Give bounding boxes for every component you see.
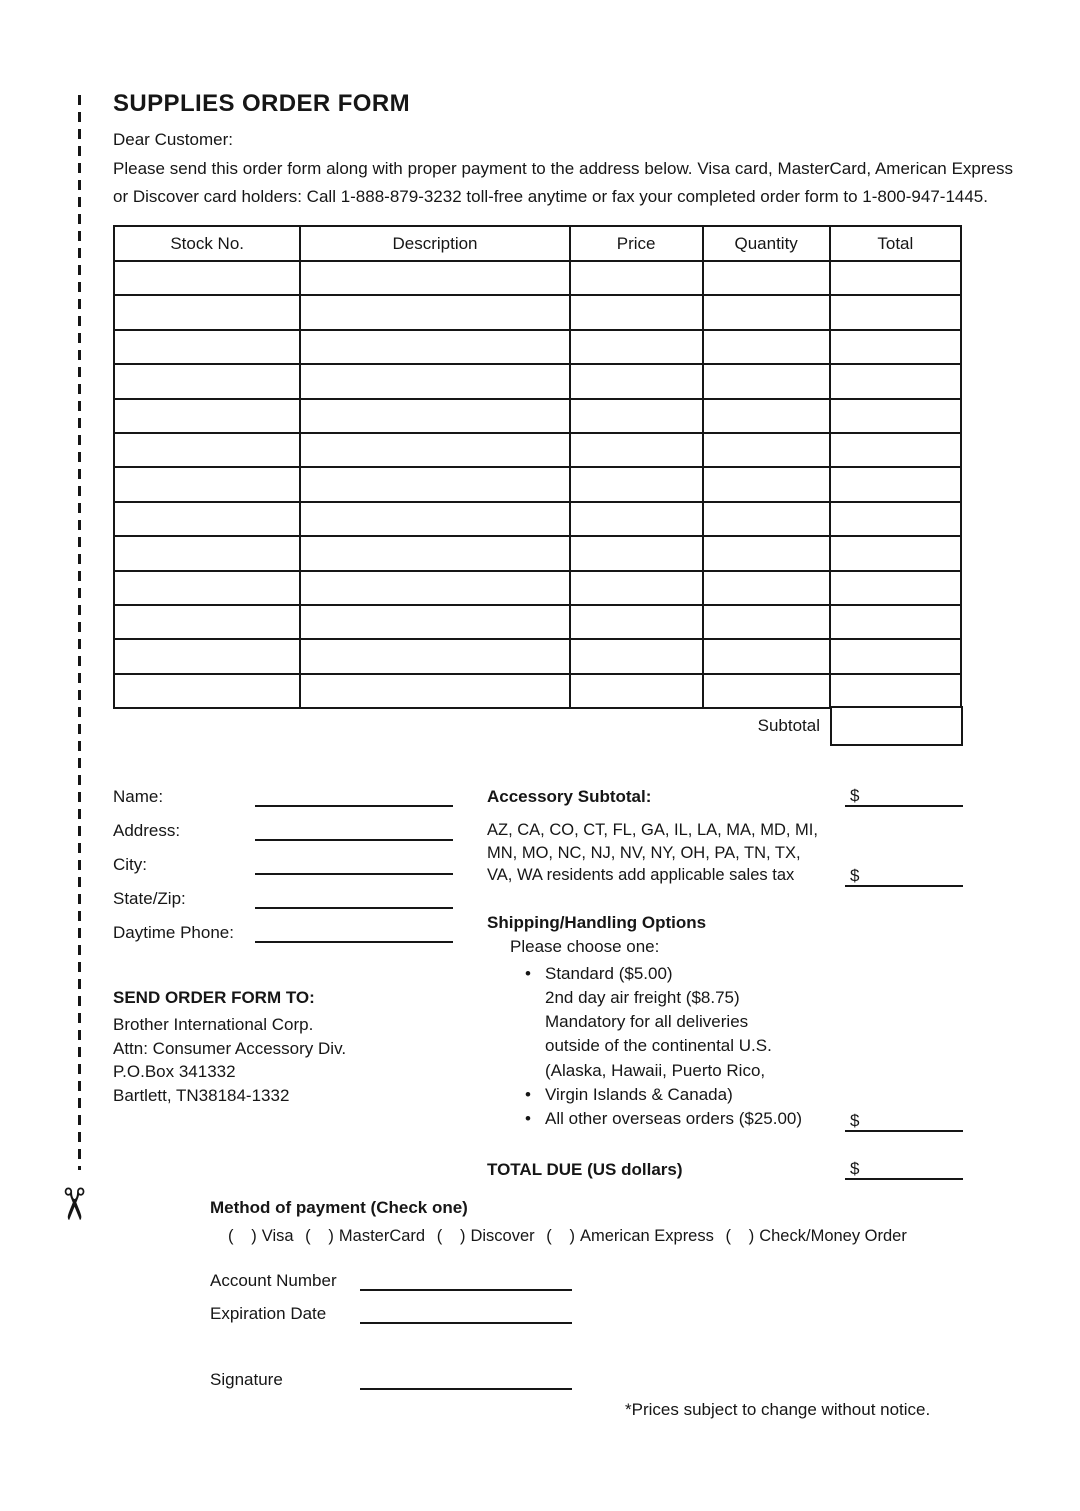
- subtotal-value-box[interactable]: [830, 706, 963, 746]
- order-table-cell[interactable]: [830, 364, 961, 398]
- send-to-heading: SEND ORDER FORM TO:: [113, 988, 315, 1007]
- order-table-row: [114, 364, 961, 398]
- order-table-row: [114, 330, 961, 364]
- accessory-subtotal-label: Accessory Subtotal:: [487, 787, 652, 806]
- expiration-date-label: Expiration Date: [210, 1304, 327, 1323]
- shipping-option-standard[interactable]: [525, 962, 963, 986]
- order-table-row: [114, 295, 961, 329]
- order-table-row: [114, 433, 961, 467]
- payment-method-mastercard: [305, 1227, 425, 1245]
- order-table-cell[interactable]: [703, 364, 830, 398]
- order-table-cell[interactable]: [570, 639, 703, 673]
- shipping-option-overseas-label: All other overseas orders ($25.00): [545, 1109, 803, 1129]
- dollar-sign: $: [850, 1110, 860, 1130]
- intro-paragraph: Please send this order form along with proper payment to the address below. Visa card, MasterCard, American Express or Discover card holders: Call 1-888-879-3232 toll-free anytime or fax your completed order form to 1-800-947-1445.: [113, 159, 1013, 206]
- order-table-cell[interactable]: [300, 467, 569, 501]
- order-table-cell[interactable]: [300, 536, 569, 570]
- signature-label: Signature: [210, 1370, 283, 1389]
- order-table-cell[interactable]: [830, 399, 961, 433]
- order-table-cell[interactable]: [703, 536, 830, 570]
- order-table-cell[interactable]: [114, 571, 300, 605]
- order-table-cell[interactable]: [300, 364, 569, 398]
- column-header-description: Description: [300, 226, 569, 261]
- column-header-stock-no: Stock No.: [114, 226, 300, 261]
- order-table-cell[interactable]: [570, 330, 703, 364]
- order-table-cell[interactable]: [703, 605, 830, 639]
- send-order-form-to-block: [113, 988, 463, 1107]
- order-table-cell[interactable]: [570, 261, 703, 295]
- form-header: [113, 90, 1013, 210]
- expiration-date-row: [210, 1303, 965, 1324]
- order-table-cell[interactable]: [114, 605, 300, 639]
- field-row-state-zip: [113, 888, 463, 909]
- daytime-phone-label: Daytime Phone:: [113, 923, 234, 942]
- order-table-cell[interactable]: [570, 364, 703, 398]
- order-table-cell[interactable]: [300, 433, 569, 467]
- total-due-row: [487, 1159, 963, 1180]
- field-row-address: [113, 820, 463, 841]
- prices-disclaimer: *Prices subject to change without notice.: [625, 1400, 931, 1419]
- order-table-cell[interactable]: [300, 261, 569, 295]
- order-table-cell[interactable]: [830, 330, 961, 364]
- city-input-line[interactable]: [255, 852, 453, 875]
- total-due-amount-line[interactable]: [845, 1159, 963, 1180]
- totals-column: [487, 786, 963, 1180]
- order-table-cell[interactable]: [703, 639, 830, 673]
- shipping-option-standard-label: Standard ($5.00): [545, 963, 673, 983]
- order-table-cell[interactable]: [570, 571, 703, 605]
- order-table-cell[interactable]: [830, 433, 961, 467]
- name-label: Name:: [113, 787, 164, 806]
- option-line: 2nd day air freight ($8.75): [545, 987, 740, 1007]
- column-header-quantity: Quantity: [703, 226, 830, 261]
- name-input-line[interactable]: [255, 784, 453, 807]
- address-label: Address:: [113, 821, 181, 840]
- account-number-row: [210, 1270, 965, 1291]
- bullet-icon: •: [525, 963, 531, 983]
- order-table-cell[interactable]: [570, 295, 703, 329]
- sales-tax-note-line-2: MN, MO, NC, NJ, NV, NY, OH, PA, TN, TX,: [487, 843, 801, 862]
- order-table-cell[interactable]: [114, 399, 300, 433]
- payment-heading: Method of payment (Check one): [210, 1198, 468, 1217]
- accessory-subtotal-row: [487, 786, 963, 807]
- payment-methods-line: [210, 1227, 965, 1246]
- send-to-city-state: Bartlett, TN38184-1332: [113, 1085, 290, 1105]
- customer-info-block: [113, 786, 463, 956]
- order-table-cell[interactable]: [570, 467, 703, 501]
- order-table-cell[interactable]: [114, 295, 300, 329]
- order-table-cell[interactable]: [703, 399, 830, 433]
- order-table-cell[interactable]: [570, 536, 703, 570]
- sales-tax-amount-line[interactable]: [845, 866, 963, 887]
- expiration-date-input-line[interactable]: [360, 1301, 572, 1324]
- order-table-cell[interactable]: [703, 330, 830, 364]
- order-table-row: [114, 674, 961, 708]
- account-number-label: Account Number: [210, 1271, 337, 1290]
- signature-row: [210, 1369, 965, 1390]
- order-table-cell[interactable]: [114, 330, 300, 364]
- order-table-cell[interactable]: [703, 433, 830, 467]
- check-money-order-label: Check/Money Order: [759, 1227, 907, 1245]
- order-table: [113, 225, 962, 709]
- visa-label: Visa: [261, 1227, 294, 1245]
- order-table-row: [114, 502, 961, 536]
- check-money-order-checkbox[interactable]: ( ): [725, 1227, 756, 1245]
- shipping-handling-heading: Shipping/Handling Options: [487, 912, 707, 932]
- order-table-cell[interactable]: [300, 295, 569, 329]
- payment-method-check-money-order: [725, 1227, 906, 1245]
- account-number-input-line[interactable]: [360, 1268, 572, 1291]
- scissors-icon: ✂: [48, 1185, 98, 1223]
- order-table-cell[interactable]: [830, 261, 961, 295]
- order-table-cell[interactable]: [703, 467, 830, 501]
- subtotal-label: Subtotal: [757, 716, 820, 735]
- order-table-cell[interactable]: [114, 674, 300, 708]
- send-to-pobox: P.O.Box 341332: [113, 1062, 236, 1081]
- bullet-icon: •: [525, 1109, 531, 1129]
- order-table-cell[interactable]: [830, 639, 961, 673]
- order-table-cell[interactable]: [300, 674, 569, 708]
- shipping-option-2nd-day-air[interactable]: [525, 986, 963, 1107]
- order-table-cell[interactable]: [570, 399, 703, 433]
- order-table-cell[interactable]: [703, 502, 830, 536]
- city-label: City:: [113, 855, 147, 874]
- order-table-cell[interactable]: [830, 605, 961, 639]
- order-table-cell[interactable]: [300, 330, 569, 364]
- shipping-option-2nd-day-text: [545, 986, 963, 1107]
- greeting-line: Dear Customer:: [113, 130, 233, 149]
- order-table-cell[interactable]: [300, 639, 569, 673]
- sales-tax-row: [487, 819, 963, 887]
- order-table-cell[interactable]: [703, 571, 830, 605]
- order-table-cell[interactable]: [570, 433, 703, 467]
- order-table-cell[interactable]: [114, 261, 300, 295]
- total-due-label: TOTAL DUE (US dollars): [487, 1159, 683, 1179]
- page-title: SUPPLIES ORDER FORM: [113, 90, 410, 117]
- order-table-cell[interactable]: [570, 502, 703, 536]
- cut-dashed-line: [78, 95, 81, 1170]
- order-table-cell[interactable]: [300, 502, 569, 536]
- field-row-daytime-phone: [113, 922, 463, 943]
- order-table-cell[interactable]: [300, 571, 569, 605]
- signature-input-line[interactable]: [360, 1367, 572, 1390]
- state-zip-input-line[interactable]: [255, 886, 453, 909]
- order-table-cell[interactable]: [300, 605, 569, 639]
- column-header-price: Price: [570, 226, 703, 261]
- order-table-cell[interactable]: [830, 295, 961, 329]
- discover-checkbox[interactable]: ( ): [436, 1227, 467, 1245]
- order-table-cell[interactable]: [830, 467, 961, 501]
- american-express-label: American Express: [579, 1227, 714, 1245]
- order-table-cell[interactable]: [114, 502, 300, 536]
- order-table-cell[interactable]: [114, 433, 300, 467]
- sales-tax-note-line-1: AZ, CA, CO, CT, FL, GA, IL, LA, MA, MD, MI,: [487, 821, 818, 839]
- order-table-row: [114, 467, 961, 501]
- order-table-row: [114, 399, 961, 433]
- please-choose-one-label: Please choose one:: [510, 936, 660, 956]
- daytime-phone-input-line[interactable]: [255, 920, 453, 943]
- shipping-option-overseas[interactable]: [525, 1107, 963, 1131]
- column-header-total: Total: [830, 226, 961, 261]
- state-zip-label: State/Zip:: [113, 889, 186, 908]
- option-line: outside of the continental U.S.: [545, 1036, 772, 1056]
- order-table-cell[interactable]: [830, 536, 961, 570]
- field-row-name: [113, 786, 463, 807]
- dollar-sign: $: [850, 786, 860, 805]
- order-table-row: [114, 536, 961, 570]
- accessory-subtotal-amount-line[interactable]: [845, 786, 963, 807]
- order-table-cell[interactable]: [830, 674, 961, 708]
- american-express-checkbox[interactable]: ( ): [546, 1227, 576, 1245]
- dollar-sign: $: [850, 865, 860, 885]
- order-table-cell[interactable]: [830, 502, 961, 536]
- order-table-cell[interactable]: [703, 674, 830, 708]
- order-table-row: [114, 639, 961, 673]
- payment-method-discover: [437, 1227, 535, 1245]
- order-table-cell[interactable]: [114, 467, 300, 501]
- shipping-options-list: [487, 962, 963, 1132]
- order-table-cell[interactable]: [703, 261, 830, 295]
- dollar-sign: $: [850, 1158, 860, 1178]
- order-table-cell[interactable]: [114, 364, 300, 398]
- payment-method-visa: [228, 1227, 294, 1245]
- order-table-row: [114, 261, 961, 295]
- mastercard-checkbox[interactable]: ( ): [305, 1227, 335, 1245]
- order-table-cell[interactable]: [570, 674, 703, 708]
- bullet-icon: •: [525, 1084, 531, 1104]
- order-table-cell[interactable]: [703, 295, 830, 329]
- order-table-cell[interactable]: [570, 605, 703, 639]
- payment-method-american-express: [546, 1227, 714, 1245]
- order-table-row: [114, 605, 961, 639]
- order-table-cell[interactable]: [114, 536, 300, 570]
- overseas-amount-line[interactable]: [845, 1111, 963, 1132]
- sales-tax-note-line-3: VA, WA residents add applicable sales tax: [487, 866, 795, 884]
- order-table-cell[interactable]: [300, 399, 569, 433]
- visa-checkbox[interactable]: ( ): [228, 1227, 258, 1245]
- option-line: (Alaska, Hawaii, Puerto Rico,: [545, 1060, 766, 1080]
- order-table-row: [114, 571, 961, 605]
- payment-method-block: [210, 1198, 965, 1390]
- address-input-line[interactable]: [255, 818, 453, 841]
- order-table-header-row: [114, 226, 961, 261]
- discover-label: Discover: [470, 1227, 535, 1245]
- send-to-attn: Attn: Consumer Accessory Div.: [113, 1038, 347, 1058]
- option-line: Mandatory for all deliveries: [545, 1012, 749, 1032]
- mastercard-label: MasterCard: [338, 1227, 426, 1245]
- sales-tax-note: [487, 819, 818, 887]
- field-row-city: [113, 854, 463, 875]
- send-to-company: Brother International Corp.: [113, 1015, 314, 1034]
- order-table-cell[interactable]: [114, 639, 300, 673]
- order-table-cell[interactable]: [830, 571, 961, 605]
- option-line: Virgin Islands & Canada): [545, 1084, 733, 1104]
